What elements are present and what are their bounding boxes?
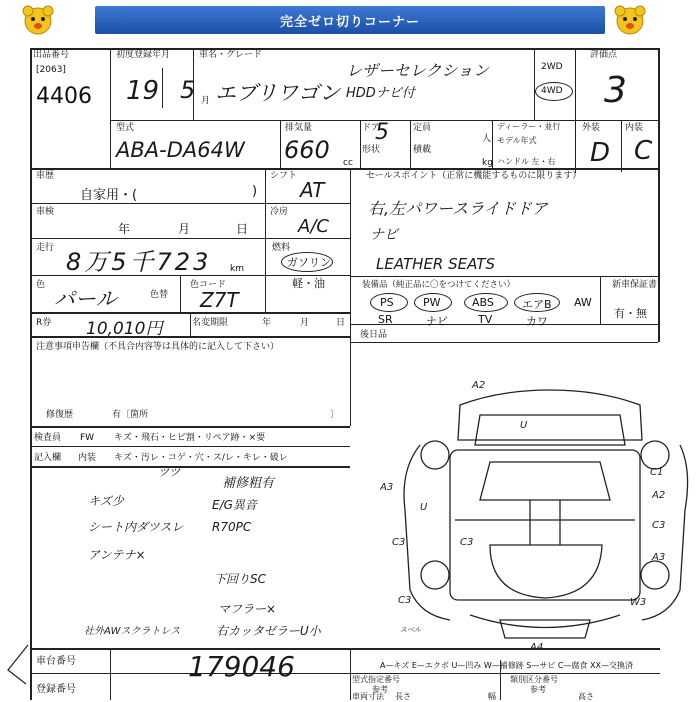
equip-pw: PW [423,296,441,309]
equip-ps-circle [370,293,408,312]
damage-mark-u-top: U [520,420,528,431]
inspector-note-r3: 下回りSC [214,572,266,586]
registration-year: 19 [126,76,160,106]
model-spec-ref: 参考 [372,685,388,694]
inspector-note-2: キズ少 [88,494,124,508]
damage-mark-a3-right: A3 [652,552,666,563]
int-grade-label: 内装 [625,123,644,133]
inspector-fw: FW [80,433,95,443]
equip-navi: ナビ [426,315,448,328]
banner-bar [95,6,605,34]
damage-mark-c3-left: C3 [392,537,406,548]
displacement-unit: cc [343,158,353,168]
registration-month: 5 [180,76,196,104]
warranty-label: 新車保証書 [612,280,658,290]
inspector-note-4: アンテナ× [88,548,146,562]
registration-month-unit: 月 [201,96,211,106]
equip-pw-circle [414,293,452,312]
warranty-value: 有・無 [614,307,647,320]
equip-sr: SR [378,313,393,326]
color-value: パール [54,287,117,311]
inspector-note-r4: マフラー× [218,602,277,616]
inspector-note-3: シート内ダツスレ [88,520,184,534]
mascot-bear-icon [612,2,648,38]
length-label: 長さ [395,692,411,701]
inspection-label: 車検 [36,207,55,217]
inspector-note-5: 社外AWスクラトレス [84,626,181,637]
lot-label: 出品番号 [33,50,70,60]
repair-value: 有〔箇所 [112,410,149,420]
inspector-interior: 内装 [78,453,97,463]
doors-value: 5 [375,120,389,145]
fuel-alt: 軽・油 [292,277,325,290]
damage-mark-c3-lower: C3 [398,595,412,606]
inspection-day-unit: 日 [236,222,249,236]
damage-mark-u-left: U [420,502,428,513]
mileage-value: 8万5千723 [66,248,212,276]
inspector-note-r5: 右カッタゼラーU小 [216,624,321,638]
recycle-label: R券 [36,318,52,328]
color-code-value: Z7T [200,288,239,312]
equip-airbag-circle [514,293,560,312]
ac-value: A/C [298,216,329,237]
name-change-day-unit: 日 [336,318,346,328]
lot-code: [2063] [36,65,66,75]
score-label: 評価点 [590,50,618,60]
load-kg-unit: kg [482,158,493,168]
model-year-label: モデル年式 [497,136,537,145]
color-code-label: 色コード [190,280,227,290]
score-value: 3 [604,70,627,111]
usage-close: ) [252,184,258,199]
reg-no-label: 登録番号 [36,684,76,695]
ac-label: 冷房 [270,207,289,217]
damage-mark-a2-top: A2 [472,380,486,391]
height-label: 高さ [578,692,594,701]
equip-ps: PS [380,296,394,309]
shift-label: シフト [270,171,298,181]
inspector-row-label: 記入欄 [34,453,62,463]
usage-label: 車歴 [36,171,55,181]
sales-point-line-3: LEATHER SEATS [376,255,495,273]
mileage-label: 走行 [36,243,55,253]
extra-mark: ツツ [158,466,180,479]
doors-label: ドア [362,123,380,133]
equip-leather: カワ [526,315,548,328]
model-note: HDDナビ付 [346,86,415,101]
damage-mark-slip: スベル [400,626,421,634]
drive-selected-circle [535,82,573,101]
load-label: 積載 [413,145,432,155]
inspector-note-1: 補修粗有 [222,476,275,491]
size-label: 車両寸法 [352,692,384,701]
repair-close: 〕 [330,410,340,420]
fuel-label: 燃料 [272,243,291,253]
notes-label: 注意事項申告欄（不具合内容等は具体的に記入して下さい） [36,342,280,352]
inspector-row2: キズ・汚レ・コゲ・穴・ス/レ・キレ・破レ [114,453,288,463]
lot-number: 4406 [36,84,92,109]
ext-grade-value: D [590,138,611,168]
damage-mark-c3-mid: C3 [460,537,474,548]
color-label: 色 [36,280,46,290]
chassis-label: 車台番号 [36,656,76,667]
inspector-note-r1: E/G異音 [212,498,257,512]
damage-mark-a4: A4 [530,642,544,653]
equip-tv: TV [478,313,493,326]
width-label: 幅 [488,692,496,701]
legend-text: A—キズ E—エクボ U—凹み W—補修跡 S—サビ C—腐食 XX—交換済 [380,661,634,670]
header-banner [0,0,700,40]
mascot-bear-icon [20,2,56,38]
displacement-value: 660 [284,136,330,164]
color-change-label: 色替 [150,290,169,300]
int-grade-value: C [634,136,653,166]
inspector-note-r2: R70PC [212,520,252,534]
chassis-value: 179046 [188,650,295,683]
name-change-year-unit: 年 [262,318,272,328]
name-change-month-unit: 月 [300,318,310,328]
equip-abs-circle [464,293,508,312]
damage-mark-a3-left: A3 [380,482,394,493]
equip-abs: ABS [472,296,494,309]
mileage-unit: km [230,264,244,274]
drive-4wd: 4WD [541,86,563,96]
dealer-label: ディーラー・並行 [497,122,561,131]
model-grade: レザーセレクション [346,61,490,80]
banner-title: 完全ゼロ切りコーナー [279,15,420,30]
model-name: エブリワゴン [215,81,341,105]
class-ref: 参考 [530,685,546,694]
inspection-month-unit: 月 [178,222,191,236]
damage-mark-a2-right: A2 [652,490,666,501]
registration-label: 初度登録年月 [116,50,171,60]
recycle-value: 10,010円 [86,319,163,339]
capacity-person-unit: 人 [482,134,492,144]
car-damage-diagram [380,370,690,655]
damage-mark-w3: W3 [630,597,647,608]
sales-point-line-2: ナビ [370,227,398,243]
fuel-value: ガソリン [287,256,331,269]
displacement-label: 排気量 [285,123,313,133]
model-code-value: ABA-DA64W [116,138,245,162]
pen-mark [2,640,32,690]
sales-point-label: セールスポイント（正常に機能するものに限ります） [366,171,582,181]
capacity-label: 定員 [413,123,432,133]
equipment-label: 装備品（純正品に〇をつけてください） [362,280,516,290]
equip-aw: AW [574,296,592,309]
inspector-row1: キズ・飛石・ヒビ割・リペア跡・×要 [114,433,266,443]
name-change-label: 名変期限 [192,318,229,328]
inspector-label: 検査員 [34,433,62,443]
rear-seat-label: 後日品 [360,330,388,340]
model-spec-label: 型式指定番号 [352,675,400,684]
sales-point-line-1: 右,左パワースライドドア [368,199,548,218]
ext-grade-label: 外装 [582,123,601,133]
repair-label: 修復歴 [46,410,74,420]
shape-label: 形状 [362,145,381,155]
shift-value: AT [300,178,325,202]
model-code-label: 型式 [116,123,135,133]
class-label: 類別区分番号 [510,675,558,684]
equip-airbag: エアB [522,298,552,311]
damage-mark-c1: C1 [650,467,664,478]
usage-value: 自家用・( [80,188,138,203]
damage-mark-c3-right: C3 [652,520,666,531]
handle-label: ハンドル 左・右 [497,157,556,166]
inspection-year-unit: 年 [118,222,131,236]
model-label: 車名・グレード [199,50,263,60]
drive-2wd: 2WD [541,62,563,72]
